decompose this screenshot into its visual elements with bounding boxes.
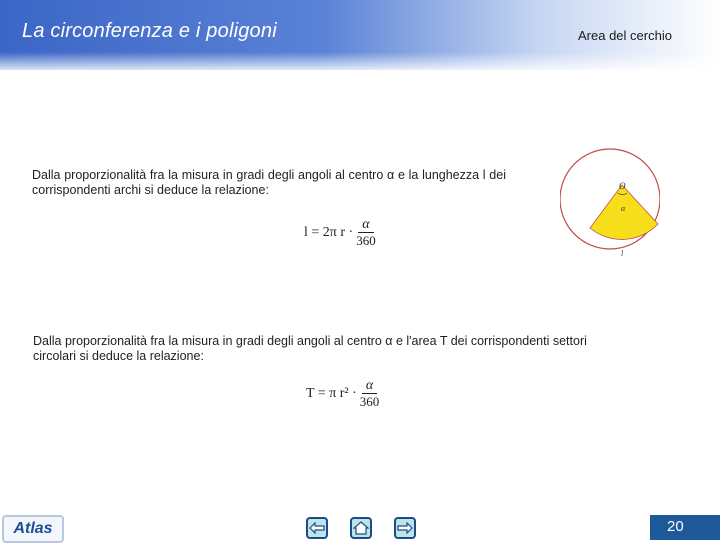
prev-button[interactable] (306, 517, 328, 539)
atlas-logo (2, 515, 64, 543)
atlas-logo-text: Atlas (13, 520, 53, 537)
formula-sector-area (306, 378, 379, 409)
arrow-left-icon (309, 522, 325, 534)
formula-arc-length (304, 217, 376, 248)
formula-area-denominator: 360 (359, 394, 380, 409)
arc-label: l (621, 249, 624, 258)
home-button[interactable] (350, 517, 372, 539)
angle-label: α (621, 204, 626, 213)
formula-arc-denominator: 360 (356, 233, 376, 248)
next-button[interactable] (394, 517, 416, 539)
formula-area-numerator: α (362, 378, 377, 394)
paragraph-arc-length: Dalla proporzionalità fra la misura in gradi degli angoli al centro α e la lunghezza l dei corrispondenti archi si deduce la relazione: (32, 168, 506, 197)
home-icon (353, 521, 369, 535)
formula-arc-numerator: α (358, 217, 373, 233)
formula-area-fraction (360, 378, 380, 409)
arrow-right-icon (397, 522, 413, 534)
header-fade (0, 52, 720, 74)
center-label: O (619, 181, 626, 191)
section-title: Area del cerchio (578, 28, 672, 43)
formula-arc-lhs: l = 2π r · (304, 224, 354, 240)
circle-sector-figure (560, 135, 660, 265)
page-title: La circonferenza e i poligoni (22, 20, 277, 42)
paragraph-sector-area: Dalla proporzionalità fra la misura in gradi degli angoli al centro α e l'area T dei corrispondenti settori circolari si deduce la relazione: (33, 334, 587, 363)
formula-area-lhs: T = π r² · (306, 385, 357, 401)
formula-arc-fraction (356, 217, 376, 248)
page-number-box (650, 515, 720, 540)
page-number: 20 (667, 518, 684, 535)
